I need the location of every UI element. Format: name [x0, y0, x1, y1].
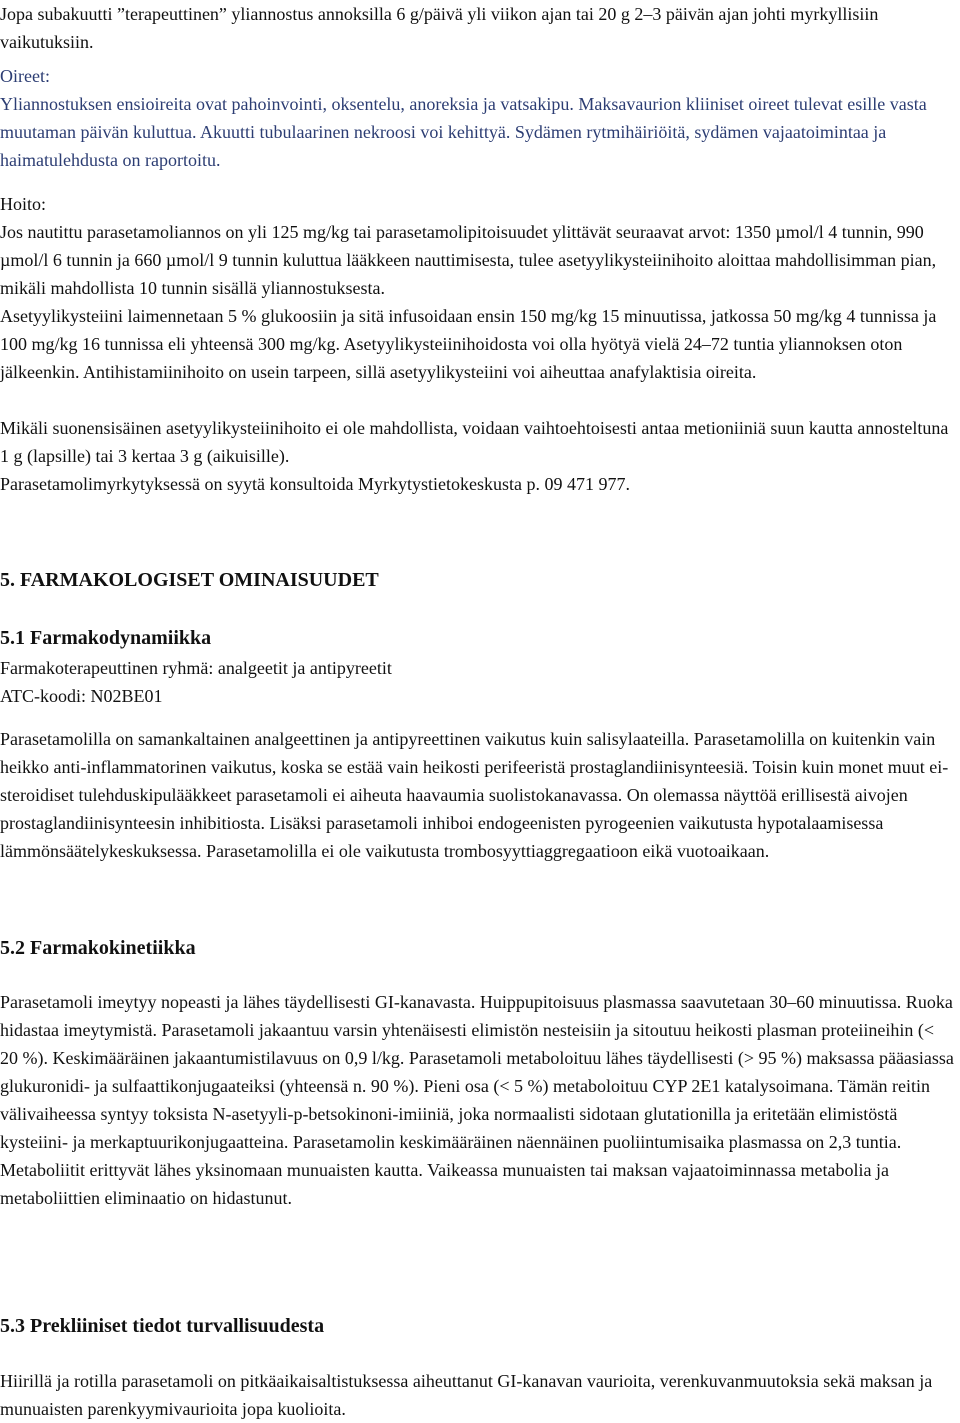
symptoms-label: Oireet:	[0, 66, 50, 86]
treatment-paragraph-3: Mikäli suonensisäinen asetyylikysteiinihoito ei ole mahdollista, voidaan vaihtoehtoisesti antaa metioniiniä suun kautta annosteltuna 1 g (lapsille) tai 3 kertaa 3 g (aikuisille).	[0, 418, 949, 466]
section-5-3-heading: 5.3 Prekliiniset tiedot turvallisuudesta	[0, 1315, 325, 1337]
section-5-2-body: Parasetamoli imeytyy nopeasti ja lähes täydellisesti GI-kanavasta. Huippupitoisuus plasmassa saavutetaan 30–60 minuutissa. Ruoka hidastaa imeytymistä. Parasetamoli jakaantuu varsin yhtenäisesti elimistön nesteisiin ja sitoutuu heikosti plasman proteiineihin (< 20 %). Keskimääräinen jakaantumistilavuus on 0,9 l/kg. Parasetamoli metaboloituu lähes täydellisesti (> 95 %) maksassa pääasiassa glukuronidi- ja sulfaattikonjugaateiksi (yhteensä n. 90 %). Pieni osa (< 5 %) metaboloituu CYP 2E1 katalysoimana. Tämän reitin välivaiheessa syntyy toksista N-asetyyli-p-betsokinoni-imiiniä, joka normaalisti sidotaan glutationilla ja eritetään elimistöstä kysteiini- ja merkaptuurikonjugaatteina. Parasetamolin keskimääräinen näennäinen puoliintumisaika plasmassa on 2,3 tuntia. Metaboliitit erittyvät lähes yksinomaan munuaisten kautta. Vaikeassa munuaisten tai maksan vajaatoiminnassa metabolia ja metaboliittien eliminaatio on hidastunut.	[0, 992, 954, 1208]
section-5-heading: 5. FARMAKOLOGISET OMINAISUUDET	[0, 569, 379, 591]
section-5-2-heading: 5.2 Farmakokinetiikka	[0, 937, 196, 959]
treatment-paragraph-1: Jos nautittu parasetamoliannos on yli 125 mg/kg tai parasetamolipitoisuudet ylittävät seuraavat arvot: 1350 µmol/l 4 tunnin, 990 µmol/l 6 tunnin ja 660 µmol/l 9 tunnin kuluttua lääkkeen nauttimisesta, tulee asetyylikysteiinihoito aloittaa mahdollisimman pian, mikäli mahdollista 10 tunnin sisällä yliannostuksesta.	[0, 222, 937, 298]
symptoms-paragraph: Yliannostuksen ensioireita ovat pahoinvointi, oksentelu, anoreksia ja vatsakipu. Maksavaurion kliiniset oireet tulevat esille vasta muutaman päivän kuluttua. Akuutti tubulaarinen nekroosi voi kehittyä. Sydämen rytmihäiriöitä, sydämen vajaatoimintaa ja haimatulehdusta on raportoitu.	[0, 94, 927, 170]
treatment-label: Hoito:	[0, 194, 47, 214]
section-5-1-atc: ATC-koodi: N02BE01	[0, 686, 163, 706]
treatment-paragraph-4: Parasetamolimyrkytyksessä on syytä konsultoida Myrkytystietokeskusta p. 09 471 977.	[0, 474, 630, 494]
section-5-1-body: Parasetamolilla on samankaltainen analgeettinen ja antipyreettinen vaikutus kuin salisylaateilla. Parasetamolilla on kuitenkin vain heikko anti-inflammatorinen vaikutus, koska se estää vain heikosti perifeeristä prostaglandiinisynteesiä. Toisin kuin monet muut ei-steroidiset tulehduskipulääkkeet parasetamoli ei aiheuta haavaumia suolistokanavassa. On olemassa näyttöä erillisestä aivojen prostaglandiinisynteesin inhibitiosta. Lisäksi parasetamoli inhiboi endogeenisten pyrogeenien vaikutusta hypotalaamisessa lämmönsäätelykeskuksessa. Parasetamolilla ei ole vaikutusta trombosyyttiaggregaatioon eikä vuotoaikaan.	[0, 729, 949, 861]
intro-paragraph: Jopa subakuutti ”terapeuttinen” yliannostus annoksilla 6 g/päivä yli viikon ajan tai 20 g 2–3 päivän ajan johti myrkyllisiin vaikutuksiin.	[0, 4, 879, 52]
section-5-1-group: Farmakoterapeuttinen ryhmä: analgeetit ja antipyreetit	[0, 658, 392, 678]
section-5-3-body: Hiirillä ja rotilla parasetamoli on pitkäaikaisaltistuksessa aiheuttanut GI-kanavan vaurioita, verenkuvanmuutoksia sekä maksan ja munuaisten parenkyymivaurioita jopa kuolioita.	[0, 1371, 933, 1419]
section-5-1-heading: 5.1 Farmakodynamiikka	[0, 627, 212, 649]
treatment-paragraph-2: Asetyylikysteiini laimennetaan 5 % glukoosiin ja sitä infusoidaan ensin 150 mg/kg 15 minuutissa, jatkossa 50 mg/kg 4 tunnissa ja 100 mg/kg 16 tunnissa eli yhteensä 300 mg/kg. Asetyylikysteiinihoidosta voi olla hyötyä vielä 24–72 tuntia yliannoksen oton jälkeenkin. Antihistamiinihoito on usein tarpeen, sillä asetyylikysteiini voi aiheuttaa anafylaktisia oireita.	[0, 306, 937, 382]
